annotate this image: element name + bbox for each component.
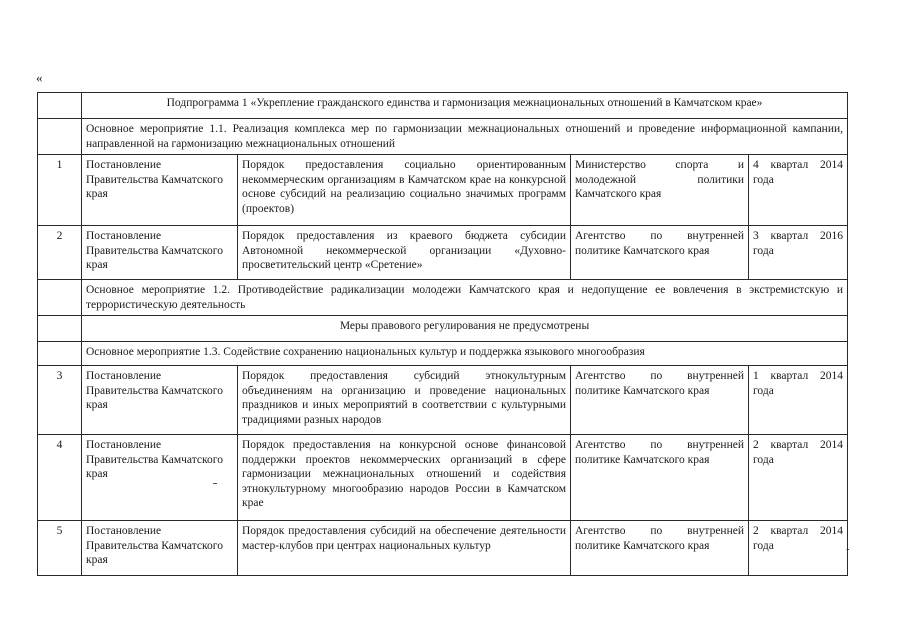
row-number: 1: [38, 155, 82, 226]
activity-1-3-text: Основное мероприятие 1.3. Содействие сохранению национальных культур и поддержка языкового многообразия: [82, 342, 848, 366]
act-type: Постановление Правительства Камчатского края: [82, 521, 238, 576]
responsible-executor: Агентство по внутренней политике Камчатского края: [571, 366, 749, 435]
act-type: Постановление Правительства Камчатского края: [82, 155, 238, 226]
act-type: Постановление Правительства Камчатского края: [82, 435, 238, 521]
responsible-executor: Агентство по внутренней политике Камчатского края: [571, 435, 749, 521]
act-subject: Порядок предоставления социально ориентированным некоммерческим организациям в Камчатском крае на конкурсной основе субсидий на реализацию социально значимых программ (проектов): [238, 155, 571, 226]
row-number: 3: [38, 366, 82, 435]
act-type: Постановление Правительства Камчатского края: [82, 366, 238, 435]
adoption-deadline: 4 квартал 2014 года: [749, 155, 848, 226]
scan-artifact-mark: [213, 483, 217, 484]
responsible-executor: Министерство спорта и молодежной политики Камчатского края: [571, 155, 749, 226]
activity-1-1-text: Основное мероприятие 1.1. Реализация комплекса мер по гармонизации межнациональных отношений и проведение информационной кампании, направленной на гармонизацию межнациональных отношений: [82, 119, 848, 155]
row-number: 2: [38, 226, 82, 280]
act-subject: Порядок предоставления субсидий этнокультурным объединениям на организацию и проведение национальных праздников и иных мероприятий в соответствии с культурными традициями разных народов: [238, 366, 571, 435]
row-number: 4: [38, 435, 82, 521]
subprogram-title: Подпрограмма 1 «Укрепление гражданского единства и гармонизация межнациональных отношений в Камчатском крае»: [82, 93, 848, 119]
table-row: [38, 155, 848, 226]
adoption-deadline: 2 квартал 2014 года: [749, 521, 848, 576]
act-subject: Порядок предоставления из краевого бюджета субсидии Автономной некоммерческой организации «Духовно-просветительский центр «Сретение»: [238, 226, 571, 280]
table-row: [38, 366, 848, 435]
scan-artifact-mark: -: [846, 543, 850, 555]
table-row: [38, 435, 848, 521]
activity-row: [38, 119, 848, 155]
activity-1-2-text: Основное мероприятие 1.2. Противодействие радикализации молодежи Камчатского края и недопущение ее вовлечения в экстремистскую и террористическую деятельность: [82, 280, 848, 316]
responsible-executor: Агентство по внутренней политике Камчатского края: [571, 226, 749, 280]
table-row: [38, 226, 848, 280]
adoption-deadline: 2 квартал 2014 года: [749, 435, 848, 521]
legal-regulation-table: [37, 92, 848, 576]
opening-quote-mark: «: [36, 70, 43, 85]
row-number: 5: [38, 521, 82, 576]
act-type: Постановление Правительства Камчатского края: [82, 226, 238, 280]
activity-row: [38, 280, 848, 316]
no-measures-row: [38, 316, 848, 342]
subprogram-row: [38, 93, 848, 119]
act-subject: Порядок предоставления субсидий на обеспечение деятельности мастер-клубов при центрах национальных культур: [238, 521, 571, 576]
activity-row: [38, 342, 848, 366]
adoption-deadline: 3 квартал 2016 года: [749, 226, 848, 280]
act-subject: Порядок предоставления на конкурсной основе финансовой поддержки проектов некоммерческих организаций в сфере гармонизации межнациональных отношений и содействия этнокультурному многообразию народов России в Камчатском крае: [238, 435, 571, 521]
adoption-deadline: 1 квартал 2014 года: [749, 366, 848, 435]
no-measures-text: Меры правового регулирования не предусмотрены: [82, 316, 848, 342]
responsible-executor: Агентство по внутренней политике Камчатского края: [571, 521, 749, 576]
table-row: [38, 521, 848, 576]
